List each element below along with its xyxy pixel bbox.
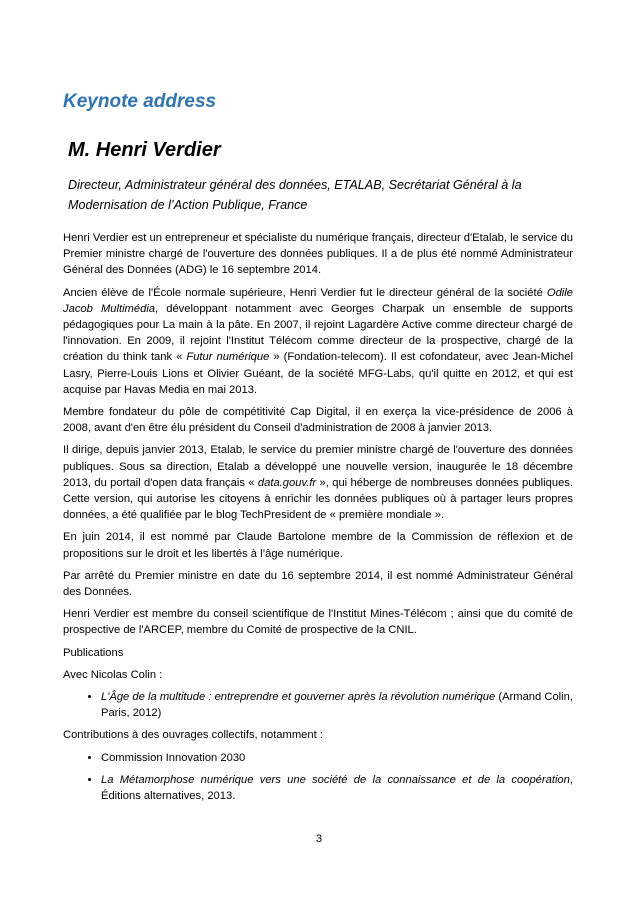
- think-tank-name: Futur numérique: [186, 351, 270, 364]
- speaker-role: Directeur, Administrateur général des données, ETALAB, Secrétariat Général à la Modernisation de l’Action Publique, France: [68, 178, 522, 212]
- list-item: [101, 772, 573, 804]
- book-title: L'Âge de la multitude : entreprendre et gouverner après la révolution numérique: [101, 691, 496, 704]
- list-item: [101, 689, 573, 721]
- bio-paragraph: [63, 442, 573, 523]
- book-details: , Éditions alternatives, 2013.: [101, 773, 573, 803]
- page-number: 3: [315, 833, 323, 845]
- text-span: », qui héberge de nombreuses données publiques. Cette version, qui autorise les citoyens à enrichir les données publiques où à partager leurs propres données, a été qualifiée par le blog TechPresident de « première mondiale ».: [63, 476, 573, 522]
- bio-paragraph: En juin 2014, il est nommé par Claude Bartolone membre de la Commission de réflexion et de propositions sur le droit et les libertés à l’âge numérique.: [63, 531, 573, 560]
- text-span: , développant notamment avec Georges Charpak un ensemble de supports pédagogiques pour La main à la pâte. En 2007, il rejoint Lagardère Active comme directeur chargé de l'innovation. En 2009, il rejoint l'Institut Télécom comme directeur de la prospective, chargé de la création du think tank «: [63, 302, 573, 364]
- site-name: data.gouv.fr: [257, 476, 317, 489]
- biography-body: [63, 230, 573, 810]
- company-name: Odile Jacob Multimédia: [63, 286, 573, 315]
- text-span: » (Fondation-telecom). Il est cofondateur, avec Jean-Michel Lasry, Pierre-Louis Lions et Olivier Guéant, de la société MFG-Labs, qu'il quitte en 2012, et qui est acquise par Havas Media en mai 2013.: [63, 351, 573, 396]
- bio-paragraph: Henri Verdier est un entrepreneur et spécialiste du numérique français, directeur d'Etalab, le service du Premier ministre chargé de l'ouverture des données publiques. Il a de plus été nommé Administrateur Général des Données (ADG) le 16 septembre 2014.: [63, 232, 573, 277]
- publications-label: Publications: [63, 646, 124, 659]
- speaker-name: M. Henri Verdier: [68, 139, 221, 161]
- contributions-label: Contributions à des ouvrages collectifs, notamment :: [63, 729, 323, 742]
- text-span: Il dirige, depuis janvier 2013, Etalab, le service du premier ministre chargé de l'ouverture des données publiques. Sous sa direction, Etalab a développé une nouvelle version, inaugurée le 18 décembre 2013, du portail d'open data français «: [63, 444, 573, 489]
- publication-list: [63, 689, 573, 721]
- text-span: Ancien élève de l'École normale supérieure, Henri Verdier fut le directeur général de la société: [63, 286, 547, 299]
- bio-paragraph: [63, 285, 573, 398]
- contributions-list: [63, 750, 573, 805]
- bio-paragraph: Membre fondateur du pôle de compétitivité Cap Digital, il en exerça la vice-présidence de 2006 à 2008, avant d'en être élu président du Conseil d'administration de 2008 à janvier 2013.: [63, 406, 573, 435]
- list-item: • Commission Innovation 2030: [101, 750, 573, 766]
- bio-paragraph: Par arrêté du Premier ministre en date du 16 septembre 2014, il est nommé Administrateur Général des Données.: [63, 569, 573, 599]
- section-heading: Keynote address: [63, 91, 217, 112]
- coauthor-label: Avec Nicolas Colin :: [63, 668, 163, 681]
- bio-paragraph: Henri Verdier est membre du conseil scientifique de l'Institut Mines-Télécom ; ainsi que du comité de prospective de l'ARCEP, membre du Comité de prospective de la CNIL.: [63, 608, 573, 637]
- book-title: La Métamorphose numérique vers une société de la connaissance et de la coopération: [101, 773, 570, 786]
- book-details: (Armand Colin, Paris, 2012): [101, 691, 573, 720]
